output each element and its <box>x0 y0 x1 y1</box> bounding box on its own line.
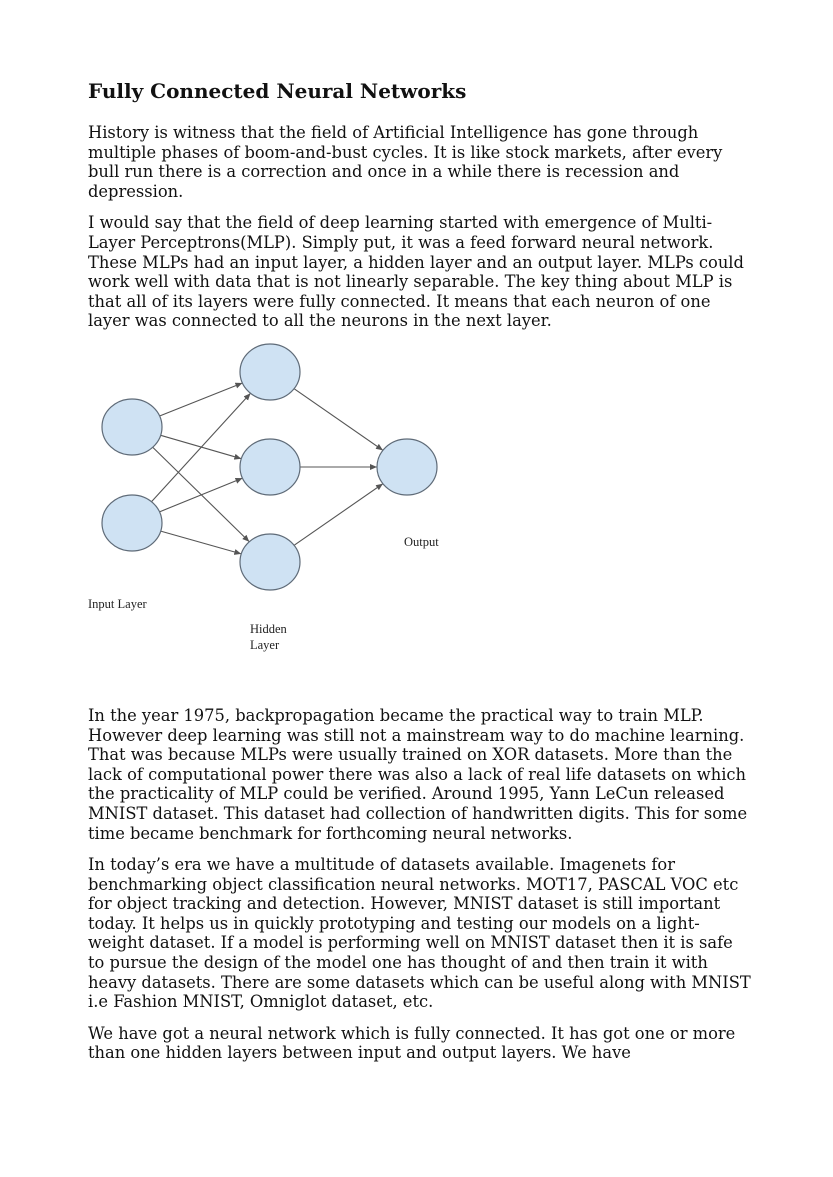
paragraph-fully-connected: We have got a neural network which is fully connected. It has got one or more than one hidden layers between input and output layers. We have <box>88 1023 736 1063</box>
input-node-2 <box>102 495 162 551</box>
input-layer-label: Input Layer <box>88 596 147 611</box>
document-page <box>88 78 753 1075</box>
hidden-node-1 <box>240 344 300 400</box>
paragraph-mlp: I would say that the field of deep learning started with emergence of Multi-Layer Perceptrons(MLP). Simply put, it was a feed forward neural network. These MLPs had an input layer, a hidden layer and an output layer. MLPs could work well with data that is not linearly separable. The key thing about MLP is that all of its layers were fully connected. It means that each neuron of one layer was connected to all the neurons in the next layer. <box>88 213 744 331</box>
paragraph-history: History is witness that the field of Artificial Intelligence has gone through multiple phases of boom-and-bust cycles. It is like stock markets, after every bull run there is a correction and once in a while there is recession and depression. <box>88 123 723 201</box>
edge-input2-hidden3 <box>161 531 242 554</box>
hidden-node-2 <box>240 439 300 495</box>
paragraph-datasets: In today’s era we have a multitude of datasets available. Imagenets for benchmarking object classification neural networks. MOT17, PASCAL VOC etc for object tracking and detection. However, MNIST dataset is still important today. It helps us in quickly prototyping and testing our models on a light-weight dataset. If a model is performing well on MNIST dataset then it is safe to pursue the design of the model one has thought of and then train it with heavy datasets. There are some datasets which can be useful along with MNIST i.e Fashion MNIST, Omniglot dataset, etc. <box>88 855 751 1012</box>
hidden-node-3 <box>240 534 300 590</box>
output-layer-label: Output <box>404 534 439 549</box>
edge-hidden3-output1 <box>294 484 383 546</box>
edge-input2-hidden2 <box>160 478 243 512</box>
neural-network-diagram <box>80 343 480 688</box>
edge-hidden1-output1 <box>294 389 383 451</box>
edge-input1-hidden1 <box>160 383 243 416</box>
hidden-layer-label-line1: Hidden <box>250 621 287 636</box>
paragraph-backprop: In the year 1975, backpropagation became the practical way to train MLP. However deep learning was still not a mainstream way to do machine learning. That was because MLPs were usually trained on XOR datasets. More than the lack of computational power there was also a lack of real life datasets on which the practicality of MLP could be verified. Around 1995, Yann LeCun released MNIST dataset. This dataset had collection of handwritten digits. This for some time became benchmark for forthcoming neural networks. <box>88 705 748 843</box>
input-node-1 <box>102 399 162 455</box>
hidden-layer-label-line2: Layer <box>250 637 280 652</box>
output-node-1 <box>377 439 437 495</box>
edge-input2-hidden1 <box>151 393 250 501</box>
document-title: Fully Connected Neural Networks <box>88 79 467 103</box>
